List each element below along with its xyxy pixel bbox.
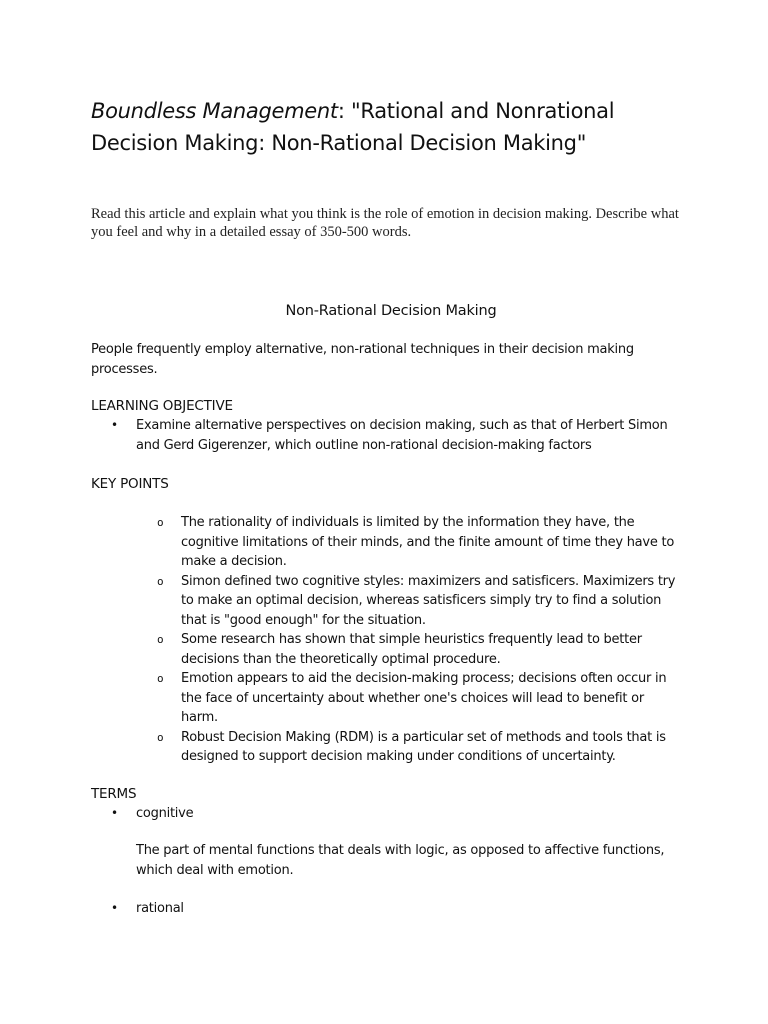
bullet-icon: • — [111, 901, 118, 915]
document-title — [91, 95, 691, 159]
key-point-text: Robust Decision Making (RDM) is a particular set of methods and tools that is designed to support decision making under conditions of uncertainty. — [181, 729, 666, 764]
document-title-rest: : "Rational and Nonrational Decision Making: Non-Rational Decision Making" — [91, 99, 615, 155]
list-item — [91, 669, 691, 728]
key-point-text: The rationality of individuals is limited by the information they have, the cognitive limitations of their minds, and the finite amount of time they have to make a decision. — [181, 515, 675, 569]
list-item — [91, 630, 691, 669]
key-point-text: Simon defined two cognitive styles: maximizers and satisficers. Maximizers try to make an optimal decision, whereas satisficers simply try to find a solution that is "good enough" for the situation. — [181, 573, 676, 628]
list-item — [91, 572, 691, 631]
learning-objective-text: Examine alternative perspectives on decision making, such as that of Herbert Simon and Gerd Gigerenzer, which outline non-rational decision-making factors — [136, 418, 668, 453]
bullet-icon: • — [111, 418, 118, 432]
circle-bullet-icon: o — [157, 672, 164, 685]
list-item — [91, 728, 691, 767]
term-name: cognitive — [136, 805, 194, 821]
circle-bullet-icon: o — [157, 574, 164, 588]
document-page — [91, 95, 691, 919]
assignment-prompt: Read this article and explain what you think is the role of emotion in decision making. Describe what you feel and why in a detailed essay of 350-500 words. — [91, 206, 679, 240]
bullet-icon: • — [111, 805, 118, 820]
term-definition: The part of mental functions that deals with logic, as opposed to affective functions, which deal with emotion. — [136, 843, 665, 878]
circle-bullet-icon: o — [157, 516, 164, 529]
article-title: Non-Rational Decision Making — [285, 303, 497, 319]
circle-bullet-icon: o — [157, 633, 164, 646]
term-entry — [91, 899, 691, 919]
list-item — [91, 513, 691, 572]
learning-objective-heading: LEARNING OBJECTIVE — [91, 398, 233, 414]
circle-bullet-icon: o — [157, 730, 164, 744]
key-points-heading: KEY POINTS — [91, 476, 169, 492]
key-point-text: Emotion appears to aid the decision-making process; decisions often occur in the face of uncertainty about whether one's choices will lead to benefit or harm. — [181, 671, 667, 725]
term-entry — [91, 804, 691, 900]
terms-heading: TERMS — [91, 785, 137, 802]
terms-list — [91, 804, 691, 919]
term-row — [91, 899, 691, 919]
list-item — [91, 416, 691, 455]
term-row — [91, 804, 691, 824]
key-point-text: Some research has shown that simple heuristics frequently lead to better decisions than the theoretically optimal procedure. — [181, 632, 642, 667]
key-points-list — [91, 513, 691, 767]
term-name: rational — [136, 901, 184, 916]
learning-objective-list — [91, 416, 691, 455]
article-lead: People frequently employ alternative, non-rational techniques in their decision making processes. — [91, 342, 634, 377]
document-title-source: Boundless Management — [91, 99, 338, 123]
term-spacer — [91, 880, 691, 899]
